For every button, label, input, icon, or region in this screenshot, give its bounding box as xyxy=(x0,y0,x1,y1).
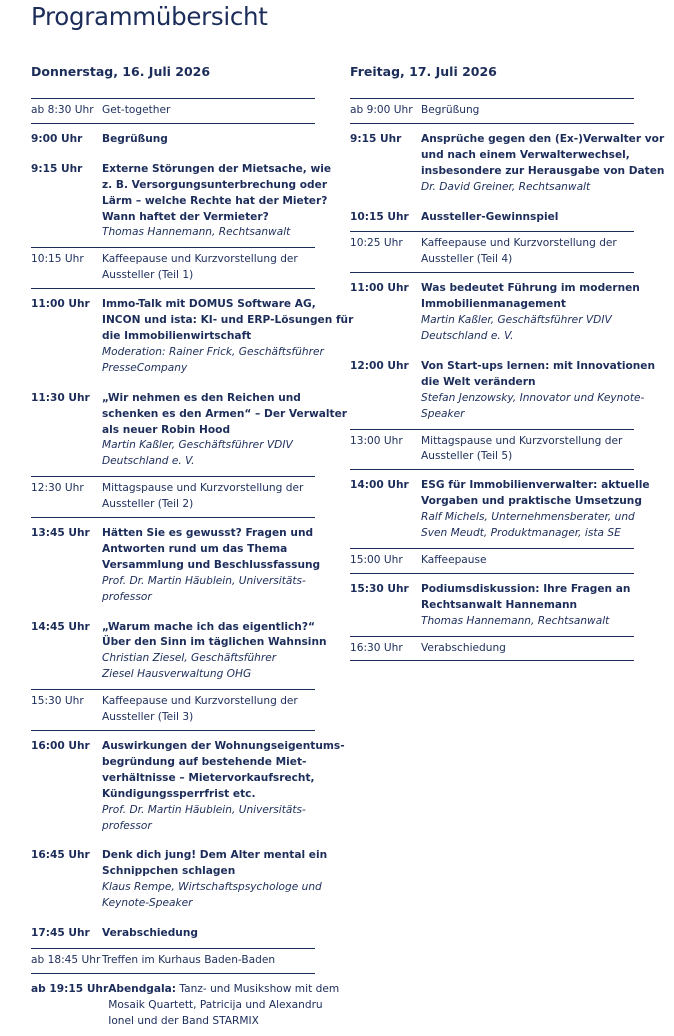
schedule-details xyxy=(421,103,634,119)
schedule-item xyxy=(31,154,332,248)
talk-title: die Immobilienwirtschaft xyxy=(102,329,252,342)
schedule-details xyxy=(421,434,634,466)
speaker: Ralf Michels, Unternehmensberater, und xyxy=(421,511,635,524)
schedule-item xyxy=(350,351,656,429)
page-title: Programmübersicht xyxy=(31,2,268,31)
talk-title: Hätten Sie es gewusst? Fragen und xyxy=(102,527,314,540)
schedule-text: Kaffeepause und Kurzvorstellung der xyxy=(102,695,298,708)
schedule-time: 15:30 Uhr xyxy=(31,695,84,708)
schedule-time: 16:00 Uhr xyxy=(31,740,90,752)
schedule-item xyxy=(350,202,634,232)
speaker: Keynote-Speaker xyxy=(102,897,193,910)
talk-title: z. B. Versorgungsunterbrechung oder xyxy=(102,178,328,191)
schedule-time: 12:00 Uhr xyxy=(350,359,409,372)
thursday-schedule xyxy=(31,98,354,1036)
schedule-details xyxy=(102,132,315,148)
talk-title: Schnippchen schlagen xyxy=(102,865,236,878)
schedule-text: Aussteller (Teil 5) xyxy=(421,450,513,463)
schedule-item xyxy=(350,574,634,636)
talk-title: Wann haftet der Vermieter? xyxy=(102,210,269,223)
speaker: professor xyxy=(102,819,152,832)
gala-text: Tanz- und Musikshow mit dem xyxy=(176,982,340,995)
schedule-text: Mittagspause und Kurzvorstellung der xyxy=(421,434,623,447)
friday-heading: Freitag, 17. Juli 2026 xyxy=(350,64,497,79)
schedule-item xyxy=(31,689,315,731)
speaker: Dr. David Greiner, Rechtsanwalt xyxy=(421,180,591,193)
schedule-time: 11:30 Uhr xyxy=(31,391,90,404)
talk-title: Vorgaben und praktische Umsetzung xyxy=(421,495,642,508)
talk-title: begründung auf bestehende Miet- xyxy=(102,755,307,768)
schedule-item xyxy=(31,124,315,154)
schedule-details xyxy=(102,162,331,242)
schedule-details xyxy=(421,359,655,423)
schedule-time: 10:15 Uhr xyxy=(350,210,409,223)
schedule-text: Aussteller (Teil 3) xyxy=(102,711,194,724)
schedule-text: Get-together xyxy=(102,104,171,116)
talk-title: INCON und ista: KI- und ERP-Lösungen für xyxy=(102,314,354,327)
schedule-time: ab 8:30 Uhr xyxy=(31,104,94,116)
schedule-details xyxy=(102,848,327,912)
talk-title: schenken es den Armen“ – Der Verwalter xyxy=(102,407,347,420)
talk-title: insbesondere zur Herausgabe von Daten xyxy=(421,164,665,177)
schedule-item xyxy=(31,383,347,477)
schedule-time: 13:45 Uhr xyxy=(31,527,90,540)
schedule-time: 17:45 Uhr xyxy=(31,927,90,940)
schedule-details xyxy=(102,252,315,284)
schedule-item xyxy=(31,289,354,383)
schedule-details xyxy=(102,391,347,471)
speaker: Martin Kaßler, Geschäftsführer VDIV xyxy=(102,439,293,452)
schedule-text: Aussteller (Teil 1) xyxy=(102,269,194,282)
schedule-text: Kaffeepause und Kurzvorstellung der xyxy=(421,237,617,250)
gala-text: Ionel und der Band STARMIX xyxy=(108,1014,259,1027)
talk-title: und nach einem Verwalterwechsel, xyxy=(421,148,630,161)
speaker: professor xyxy=(102,590,152,603)
talk-title: Auswirkungen der Wohnungseigentums- xyxy=(102,740,345,752)
schedule-details xyxy=(102,694,315,726)
schedule-time: 16:30 Uhr xyxy=(350,641,403,654)
schedule-details xyxy=(421,236,634,268)
schedule-text: Begrüßung xyxy=(421,104,480,116)
schedule-item xyxy=(31,612,327,690)
schedule-details xyxy=(102,620,327,684)
schedule-item xyxy=(350,548,634,574)
talk-title: Lärm – welche Rechte hat der Mieter? xyxy=(102,194,328,207)
talk-title: verhältnisse – Mietervorkaufsrecht, xyxy=(102,771,315,784)
speaker: Christian Ziesel, Geschäftsführer xyxy=(102,652,277,665)
schedule-item xyxy=(31,476,315,518)
talk-title: Immobilienmanagement xyxy=(421,298,566,311)
talk-title: Von Start-ups lernen: mit Innovationen xyxy=(421,359,656,372)
talk-title: Über den Sinn im täglichen Wahnsinn xyxy=(102,636,327,649)
talk-title: Versammlung und Beschlussfassung xyxy=(102,558,321,571)
talk-title: Immo-Talk mit DOMUS Software AG, xyxy=(102,298,316,311)
schedule-item xyxy=(31,974,340,1036)
speaker: Prof. Dr. Martin Häublein, Universitäts- xyxy=(102,574,306,587)
schedule-time: 15:30 Uhr xyxy=(350,582,409,595)
schedule-time: 10:25 Uhr xyxy=(350,237,403,250)
schedule-details xyxy=(102,297,353,377)
schedule-details xyxy=(421,132,664,196)
speaker: Martin Kaßler, Geschäftsführer VDIV xyxy=(421,314,612,327)
talk-title: als neuer Robin Hood xyxy=(102,423,231,436)
schedule-time: 10:15 Uhr xyxy=(31,253,84,266)
talk-title: die Welt verändern xyxy=(421,375,536,388)
schedule-time: 14:45 Uhr xyxy=(31,620,90,633)
schedule-text: Kaffeepause xyxy=(421,553,487,566)
schedule-item xyxy=(350,636,634,662)
talk-title: „Wir nehmen es den Reichen und xyxy=(102,391,301,404)
speaker: Sven Meudt, Produktmanager, ista SE xyxy=(421,527,621,540)
schedule-item xyxy=(350,98,634,124)
schedule-details xyxy=(421,210,634,226)
speaker: Moderation: Rainer Frick, Geschäftsführer xyxy=(102,345,324,358)
gala-text: Mosaik Quartett, Patricija und Alexandru xyxy=(108,998,323,1011)
schedule-time: ab 19:15 Uhr xyxy=(31,982,109,995)
schedule-item xyxy=(31,948,315,974)
speaker: Deutschland e. V. xyxy=(102,455,195,468)
schedule-text: Mittagspause und Kurzvorstellung der xyxy=(102,482,304,495)
schedule-time: 13:00 Uhr xyxy=(350,434,403,447)
schedule-text: Aussteller (Teil 2) xyxy=(102,498,194,511)
speaker: PresseCompany xyxy=(102,361,188,374)
speaker: Prof. Dr. Martin Häublein, Universitäts- xyxy=(102,803,306,816)
schedule-time: 16:45 Uhr xyxy=(31,849,90,862)
speaker: Ziesel Hausverwaltung OHG xyxy=(102,668,252,681)
talk-title: Rechtsanwalt Hannemann xyxy=(421,598,578,611)
schedule-time: 14:00 Uhr xyxy=(350,479,409,492)
friday-schedule xyxy=(350,98,665,661)
schedule-title: Verabschiedung xyxy=(102,927,198,940)
schedule-item xyxy=(350,231,634,273)
talk-title: Was bedeutet Führung im modernen xyxy=(421,282,640,295)
schedule-text: Kaffeepause und Kurzvorstellung der xyxy=(102,253,298,266)
talk-title: ESG für Immobilienverwalter: aktuelle xyxy=(421,479,650,492)
schedule-details xyxy=(421,641,634,657)
talk-title: Ansprüche gegen den (Ex-)Verwalter vor xyxy=(421,132,665,145)
speaker: Speaker xyxy=(421,407,465,420)
schedule-details xyxy=(102,103,315,119)
speaker: Thomas Hannemann, Rechtsanwalt xyxy=(421,614,610,627)
schedule-time: ab 9:00 Uhr xyxy=(350,104,413,116)
schedule-time: 12:30 Uhr xyxy=(31,482,84,495)
schedule-time: 11:00 Uhr xyxy=(31,298,90,311)
schedule-text: Aussteller (Teil 4) xyxy=(421,253,513,266)
talk-title: Externe Störungen der Mietsache, wie xyxy=(102,162,332,175)
schedule-details xyxy=(102,739,345,834)
schedule-item xyxy=(31,918,315,948)
schedule-details xyxy=(421,582,634,630)
schedule-details xyxy=(102,926,315,942)
schedule-details xyxy=(421,281,640,345)
gala-text-first xyxy=(108,982,339,998)
speaker: Thomas Hannemann, Rechtsanwalt xyxy=(102,226,291,239)
schedule-item xyxy=(31,518,321,612)
schedule-item xyxy=(31,98,315,124)
schedule-title: Aussteller-Gewinnspiel xyxy=(421,210,559,223)
schedule-item xyxy=(350,470,650,548)
schedule-details xyxy=(102,481,315,513)
schedule-item xyxy=(31,840,328,918)
schedule-item xyxy=(31,731,345,840)
schedule-time: ab 18:45 Uhr xyxy=(31,953,101,966)
talk-title: Denk dich jung! Dem Alter mental ein xyxy=(102,849,328,862)
schedule-item xyxy=(350,273,640,351)
schedule-text: Verabschiedung xyxy=(421,641,506,654)
schedule-time: 15:00 Uhr xyxy=(350,553,403,566)
schedule-time: 9:15 Uhr xyxy=(350,132,402,145)
schedule-text: Treffen im Kurhaus Baden-Baden xyxy=(102,953,276,966)
speaker: Klaus Rempe, Wirtschaftspsychologe und xyxy=(102,881,322,894)
schedule-item xyxy=(350,429,634,471)
talk-title: Antworten rund um das Thema xyxy=(102,542,288,555)
schedule-time: 9:15 Uhr xyxy=(31,162,83,175)
schedule-details xyxy=(421,553,634,569)
schedule-details xyxy=(102,953,315,969)
speaker: Deutschland e. V. xyxy=(421,329,514,342)
schedule-time: 9:00 Uhr xyxy=(31,132,83,145)
schedule-details xyxy=(108,982,339,1030)
thursday-heading: Donnerstag, 16. Juli 2026 xyxy=(31,64,211,79)
schedule-time: 11:00 Uhr xyxy=(350,282,409,295)
gala-lead: Abendgala: xyxy=(108,982,177,995)
speaker: Stefan Jenzowsky, Innovator und Keynote- xyxy=(421,391,645,404)
talk-title: Kündigungssperrfrist etc. xyxy=(102,787,256,800)
schedule-title: Begrüßung xyxy=(102,132,168,145)
schedule-item xyxy=(350,124,665,202)
schedule-details xyxy=(102,526,320,606)
schedule-item xyxy=(31,247,315,289)
talk-title: „Warum mache ich das eigentlich?“ xyxy=(102,620,315,633)
talk-title: Podiumsdiskussion: Ihre Fragen an xyxy=(421,582,631,595)
schedule-details xyxy=(421,478,650,542)
